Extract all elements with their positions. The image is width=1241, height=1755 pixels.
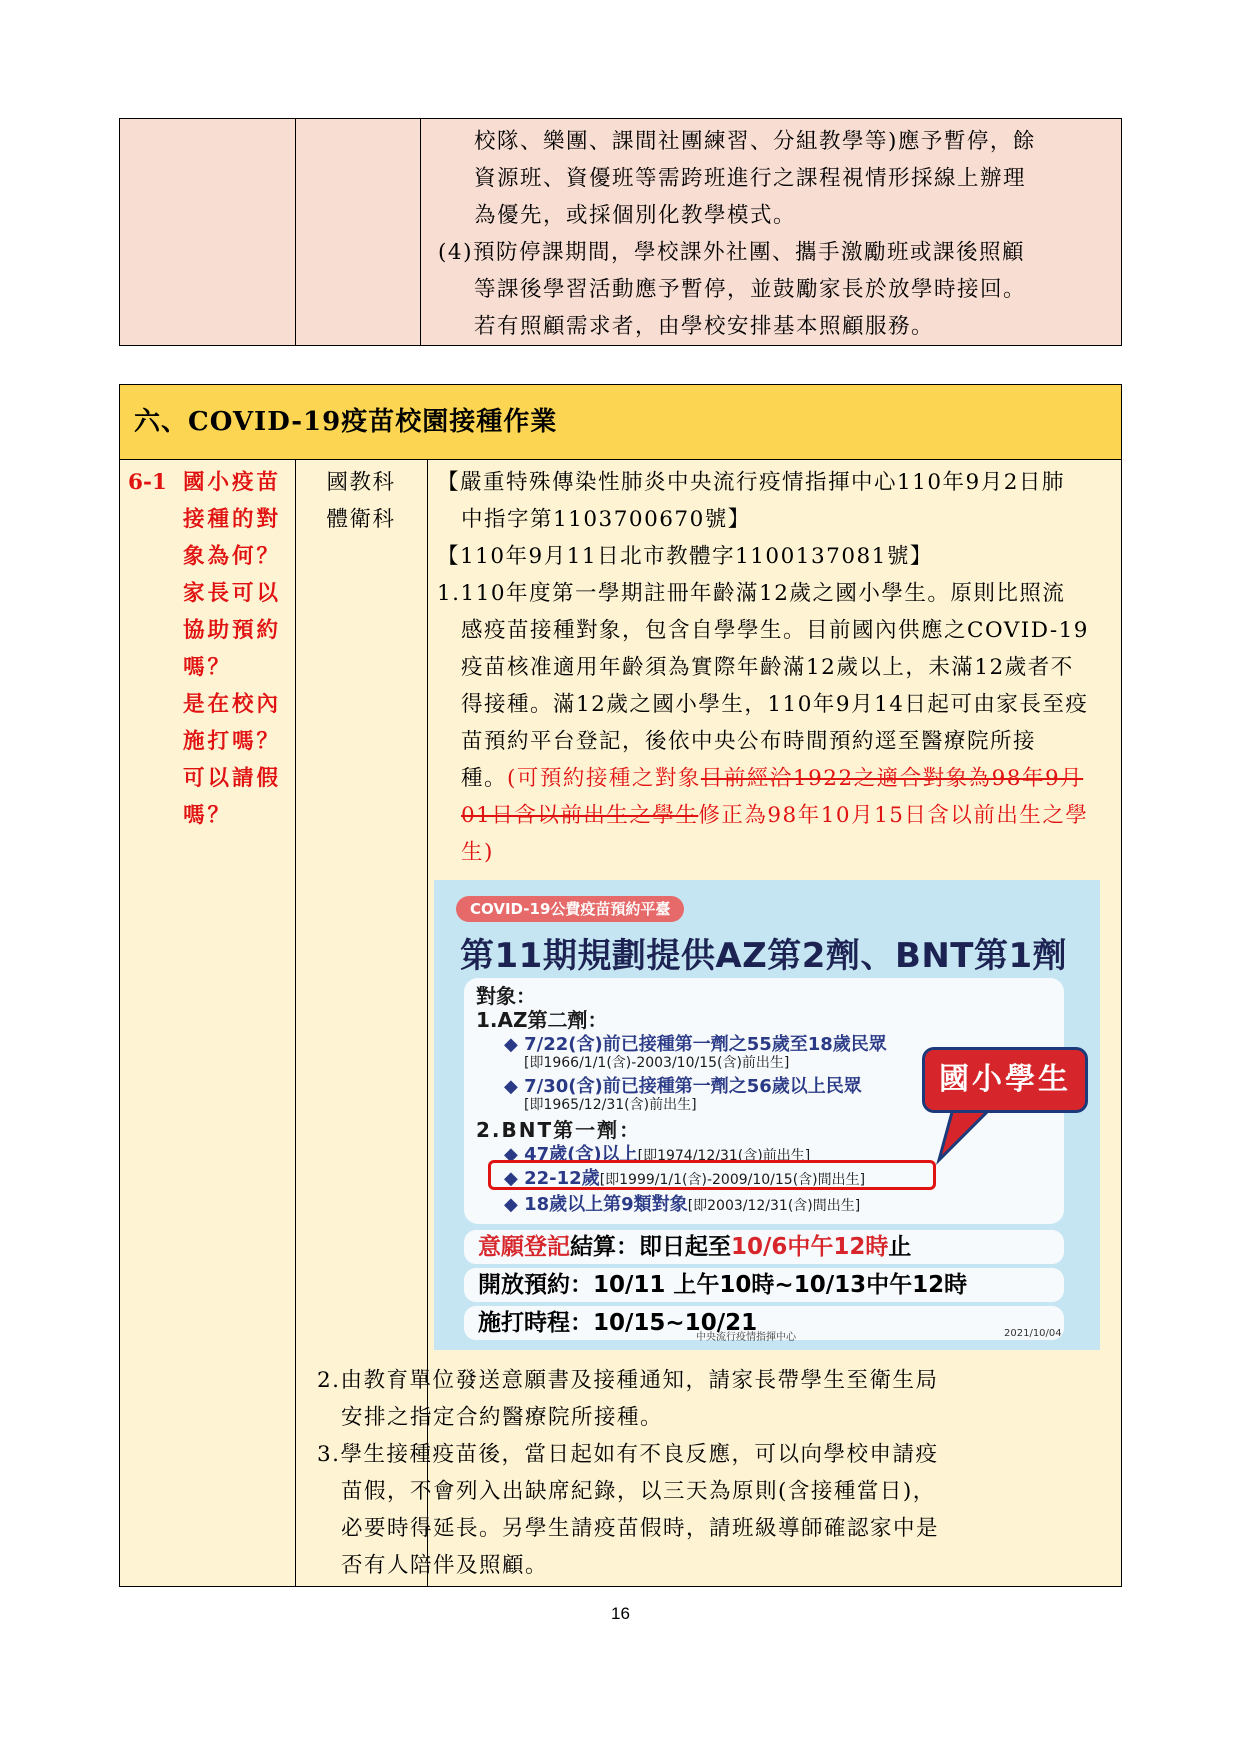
poster-reg-highlight: 意願登記 [478,1234,570,1260]
poster-schedule: 施打時程：10/15~10/21 [464,1306,1064,1340]
table-cell-empty [120,119,296,345]
poster-bnt-age: ◆ 47歲(含)以上 [504,1144,638,1165]
poster-badge: COVID-19公費疫苗預約平臺 [456,896,684,922]
question-line: 象為何？ [183,544,282,569]
text-line: 若有照顧需求者，由學校安排基本照顧服務。 [474,314,935,339]
poster-az-label: 1.AZ第二劑： [476,1008,608,1032]
poster-az-date: [即1965/12/31(含)前出生] [524,1097,697,1113]
answer-line: 否有人陪伴及照顧。 [341,1553,549,1578]
question-line: 施打嗎？ [183,729,282,754]
text-line: 校隊、樂團、課間社團練習、分組教學等)應予暫停，餘 [474,129,1036,154]
question-line: 是在校內 [183,692,282,717]
poster-bnt-label: 2.BNT第一劑： [476,1118,642,1142]
answer-line: 疫苗核准適用年齡須為實際年齡滿12歲以上，未滿12歲者不 [461,655,1074,680]
question-line: 接種的對 [183,507,282,532]
answer-line: 苗假，不會列入出缺席紀錄，以三天為原則(含接種當日)， [341,1479,936,1504]
answer-line: 感疫苗接種對象，包含自學學生。目前國內供應之COVID-19 [461,618,1089,643]
question-line: 協助預約 [183,618,282,643]
poster-target-label: 對象： [476,984,536,1008]
question-line: 嗎？ [183,655,233,680]
answer-line [437,797,1109,834]
answer-line: 必要時得延長。另學生請疫苗假時，請班級導師確認家中是 [341,1516,940,1541]
poster-bnt-item [504,1190,860,1216]
item-number: 6-1 [128,470,167,495]
highlight-box [488,1160,936,1190]
question-line: 家長可以 [183,581,282,606]
correction-note: 生) [461,840,494,865]
question-line: 嗎？ [183,803,233,828]
callout-pointer [934,1105,1014,1165]
reference-line: 【110年9月11日北市教體字1100137081號】 [437,544,933,569]
poster-reg-text: 止 [888,1234,912,1260]
poster-footer-date: 2021/10/04 [1004,1328,1062,1339]
correction-note: (可預約接種之對象 [507,766,701,791]
answer-line: 3.學生接種疫苗後，當日起如有不良反應，可以向學校申請疫 [317,1442,939,1467]
callout-label: 國小學生 [922,1047,1088,1113]
poster-footer-org: 中央流行疫情指揮中心 [696,1332,796,1343]
poster-az-item: ◆ 7/22(含)前已接種第一劑之55歲至18歲民眾 [504,1034,887,1055]
struck-text: 目前經洽1922之適合對象為98年9月 [700,766,1084,791]
answer-text: 種。 [461,766,508,791]
department-name: 體衛科 [326,507,396,532]
reference-line: 中指字第1103700670號】 [461,507,751,532]
text-line: 等課後學習活動應予暫停，並鼓勵家長於放學時接回。 [474,277,1027,302]
continuation-table [119,118,1122,346]
poster-reg-text: 結算：即日起至 [570,1234,731,1260]
section-title: 六、COVID-19疫苗校園接種作業 [120,385,1121,460]
answer-line: 1.110年度第一學期註冊年齡滿12歲之國小學生。原則比照流 [437,581,1066,606]
answer-line: 2.由教育單位發送意願書及接種通知，請家長帶學生至衛生局 [317,1368,939,1393]
answer-line: 得接種。滿12歲之國小學生，110年9月14日起可由家長至疫 [461,692,1089,717]
table-cell-content [420,119,1121,345]
question-line: 國小疫苗 [183,470,282,495]
poster-bnt-date: [即1974/12/31(含)前出生] [637,1148,811,1164]
department-name: 國教科 [326,470,396,495]
text-line: 為優先，或採個別化教學模式。 [474,203,797,228]
poster-bnt-age: ◆ 22-12歲 [504,1168,600,1189]
text-line: 資源班、資優班等需跨班進行之課程視情形採線上辦理 [474,166,1027,191]
poster-title: 第11期規劃提供AZ第2劑、BNT第1劑 [460,936,1068,976]
table-cell-empty [295,119,421,345]
question-text [183,464,281,834]
struck-text: 01日含以前出生之學生 [461,803,699,828]
correction-note: 修正為98年10月15日含以前出生之學 [698,803,1089,828]
text-line: (4)預防停課期間，學校課外社團、攜手激勵班或課後照顧 [438,240,1025,265]
poster-az-date: [即1966/1/1(含)-2003/10/15(含)前出生] [524,1055,790,1071]
question-cell [120,460,296,1586]
poster-bnt-age: ◆ 18歲以上第9類對象 [504,1194,688,1215]
poster-reg-deadline: 10/6中午12時 [731,1234,889,1260]
vaccine-poster [434,880,1100,1350]
answer-line [437,760,1109,797]
reference-line: 【嚴重特殊傳染性肺炎中央流行疫情指揮中心110年9月2日肺 [437,470,1065,495]
poster-open-booking: 開放預約：10/11 上午10時~10/13中午12時 [464,1268,1064,1302]
poster-bnt-date: [即2003/12/31(含)間出生] [687,1198,861,1214]
answer-continuation [307,1362,1003,1584]
answer-line: 苗預約平台登記，後依中央公布時間預約逕至醫療院所接 [461,729,1037,754]
poster-bnt-date: [即1999/1/1(含)-2009/10/15(含)間出生] [599,1172,866,1188]
poster-az-item: ◆ 7/30(含)前已接種第一劑之56歲以上民眾 [504,1076,862,1097]
page-number: 16 [611,1604,630,1623]
callout-arrow [939,1105,994,1160]
answer-line: 安排之指定合約醫療院所接種。 [341,1405,664,1430]
poster-registration [464,1230,1064,1264]
question-line: 可以請假 [183,766,282,791]
